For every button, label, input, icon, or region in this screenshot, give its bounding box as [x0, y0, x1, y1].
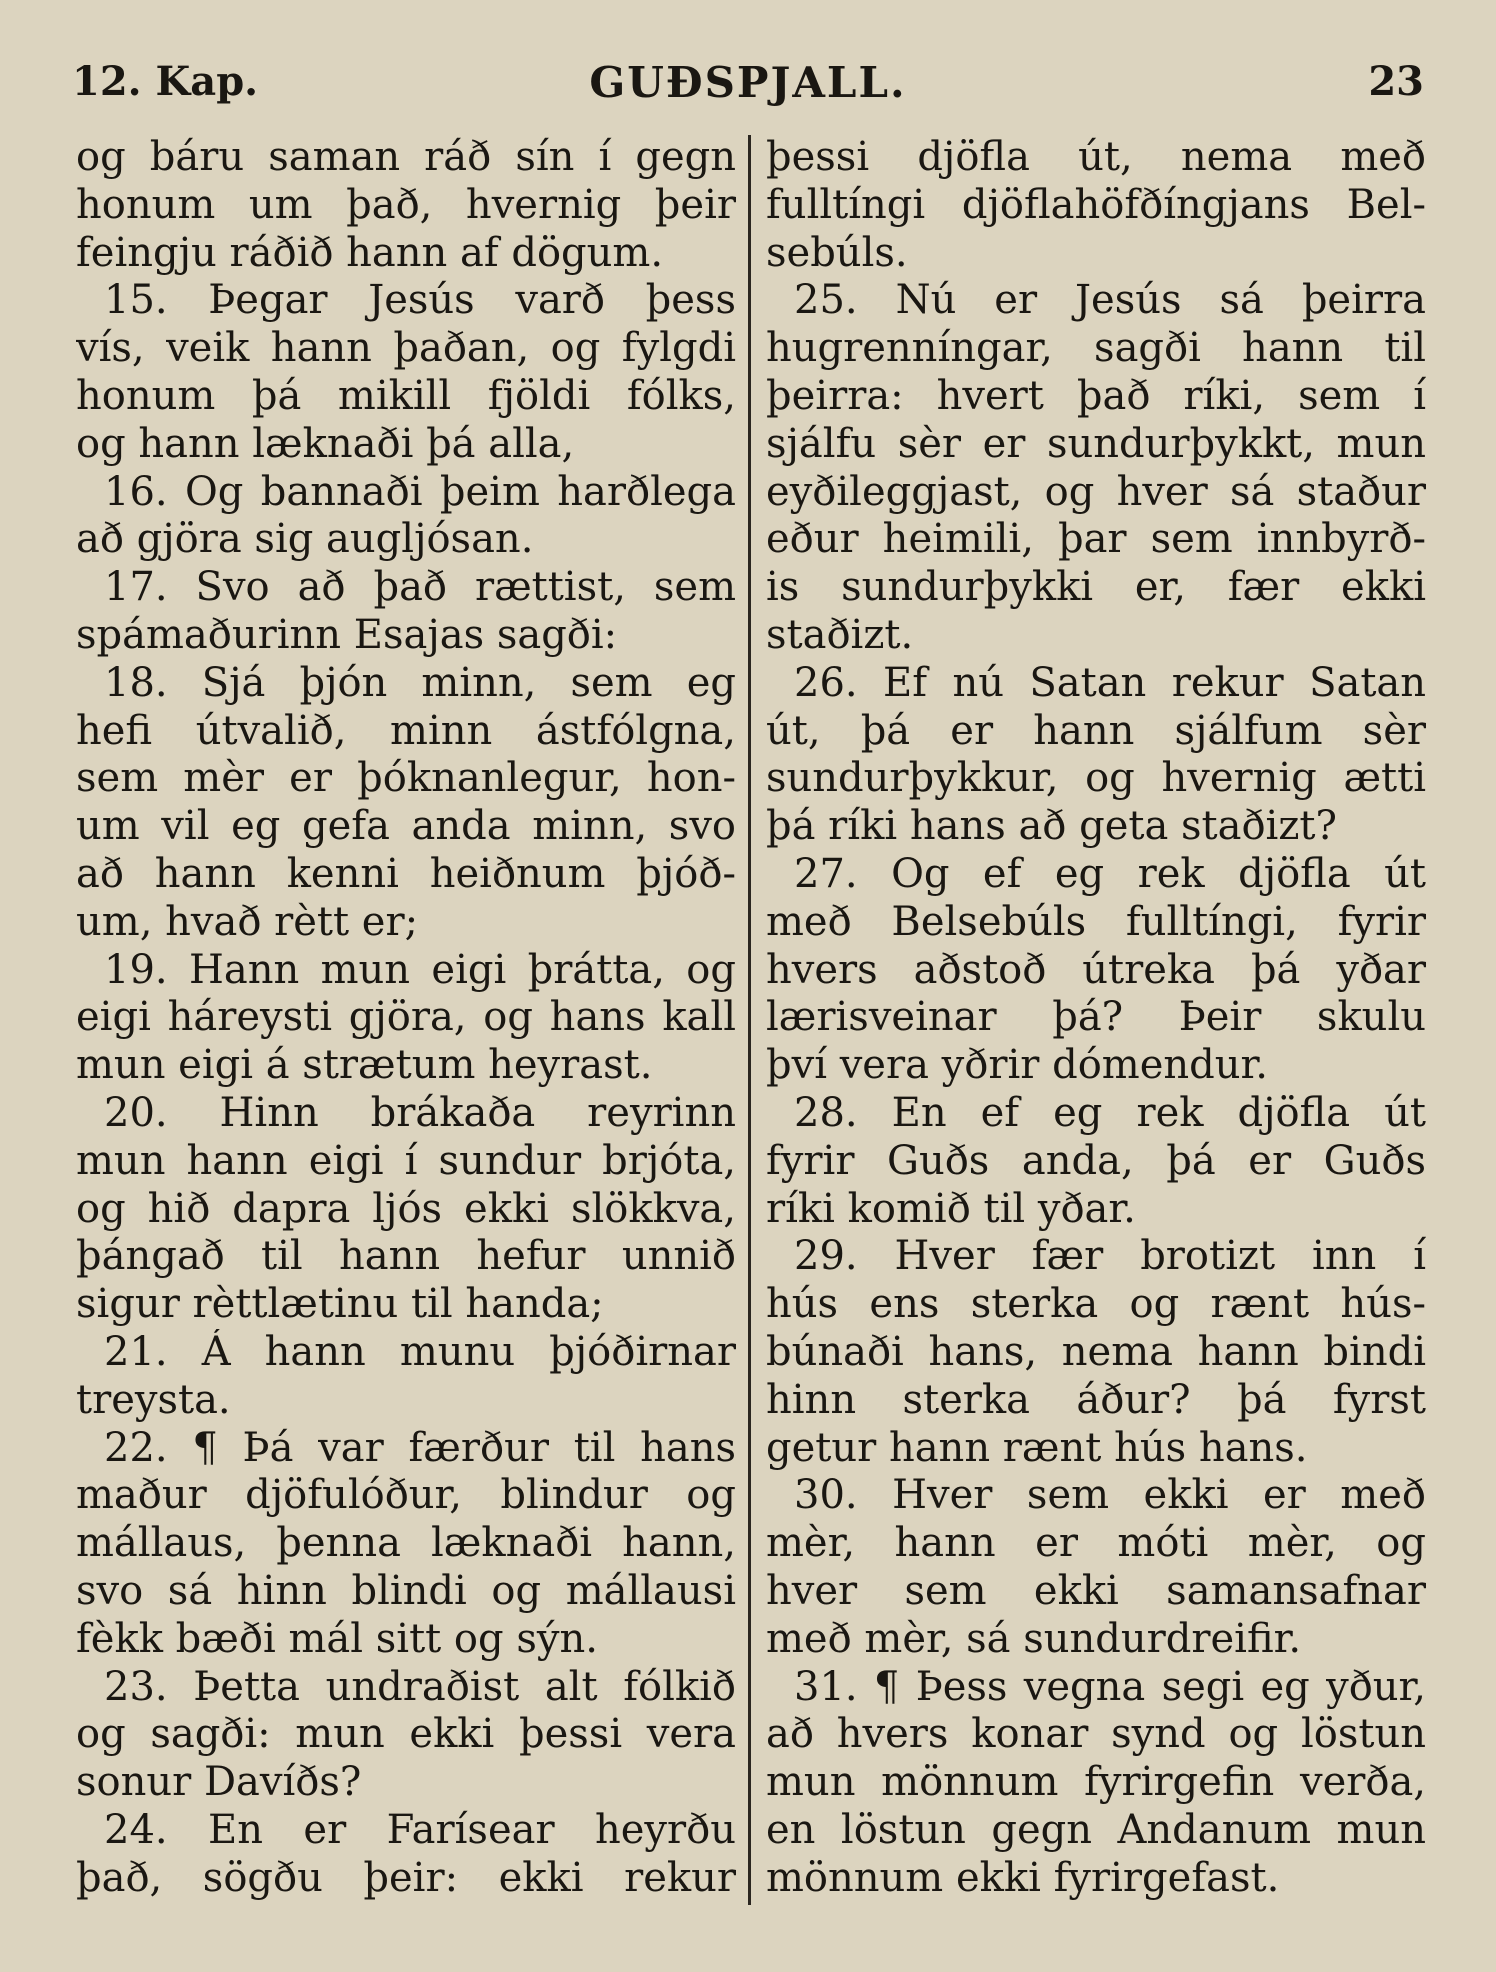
text-line: feingju ráðið hann af dögum. [76, 229, 664, 276]
page-title: GUÐSPJALL. [589, 58, 907, 107]
text-line: fyrir Guðs anda, þá er Guðs [766, 1137, 1426, 1184]
text-line: og sagði: mun ekki þessi vera [76, 1711, 736, 1758]
text-line: um, hvað rètt er; [76, 898, 419, 945]
text-line: lærisveinar þá? Þeir skulu [766, 994, 1426, 1041]
text-line: sigur rèttlætinu til handa; [76, 1281, 604, 1328]
text-line: maður djöfulóður, blindur og [76, 1472, 736, 1519]
text-line: fèkk bæði mál sitt og sýn. [76, 1615, 598, 1662]
text-line: sem mèr er þóknanlegur, hon- [76, 755, 736, 802]
text-line: með mèr, sá sundurdreifir. [766, 1615, 1302, 1662]
text-line: út, þá er hann sjálfum sèr [766, 707, 1426, 754]
text-line: ríki komið til yðar. [766, 1185, 1136, 1232]
left-column [76, 134, 736, 1902]
text-line: mönnum ekki fyrirgefast. [766, 1854, 1280, 1901]
text-line: því vera yðrir dómendur. [766, 1042, 1268, 1089]
text-line: 30. Hver sem ekki er með [794, 1472, 1426, 1519]
text-line: treysta. [76, 1376, 231, 1423]
text-line: mèr, hann er móti mèr, og [766, 1520, 1426, 1567]
text-line: spámaðurinn Esajas sagði: [76, 611, 618, 658]
text-line: mun mönnum fyrirgefin verða, [766, 1759, 1426, 1806]
text-line: eður heimili, þar sem innbyrð- [766, 516, 1426, 563]
text-line: 21. Á hann munu þjóðirnar [104, 1328, 736, 1375]
text-line: og báru saman ráð sín í gegn [76, 134, 736, 180]
text-line: 17. Svo að það rættist, sem [104, 564, 736, 611]
text-line: hinn sterka áður? þá fyrst [766, 1376, 1426, 1423]
text-line: eyðileggjast, og hver sá staður [766, 468, 1426, 515]
text-line: is sundurþykki er, fær ekki [766, 564, 1426, 611]
page-number: 23 [1368, 58, 1424, 105]
text-line: þessi djöfla út, nema með [766, 134, 1426, 180]
text-line: 22. ¶ Þá var færður til hans [104, 1424, 736, 1471]
text-line: getur hann rænt hús hans. [766, 1424, 1308, 1471]
text-line: þángað til hann hefur unnið [76, 1233, 736, 1280]
text-line: 15. Þegar Jesús varð þess [104, 277, 736, 324]
text-line: honum þá mikill fjöldi fólks, [76, 372, 736, 419]
text-line: hefi útvalið, minn ástfólgna, [76, 707, 736, 754]
text-line: sundurþykkur, og hvernig ætti [766, 755, 1426, 802]
text-line: mun hann eigi í sundur brjóta, [76, 1137, 736, 1184]
text-line: 28. En ef eg rek djöfla út [794, 1089, 1426, 1136]
text-line: þá ríki hans að geta staðizt? [766, 803, 1337, 850]
text-line: að gjöra sig augljósan. [76, 516, 534, 563]
text-line: að hvers konar synd og löstun [766, 1711, 1426, 1758]
text-line: 23. Þetta undraðist alt fólkið [104, 1663, 736, 1710]
text-line: 19. Hann mun eigi þrátta, og [104, 946, 736, 993]
text-line: sebúls. [766, 229, 908, 276]
running-header [0, 58, 1496, 118]
text-line: og hann læknaði þá alla, [76, 420, 575, 467]
text-line: 24. En er Farísear heyrðu [104, 1806, 736, 1853]
text-line: með Belsebúls fulltíngi, fyrir [766, 898, 1426, 945]
text-line: það, sögðu þeir: ekki rekur [76, 1854, 736, 1901]
text-line: 20. Hinn brákaða reyrinn [104, 1089, 736, 1136]
text-line: búnaði hans, nema hann bindi [766, 1328, 1426, 1375]
chapter-label: 12. Kap. [72, 58, 259, 105]
text-line: svo sá hinn blindi og mállausi [76, 1567, 736, 1614]
text-line: sjálfu sèr er sundurþykkt, mun [766, 420, 1426, 467]
text-line: staðizt. [766, 611, 914, 658]
right-column [766, 134, 1426, 1902]
text-line: hús ens sterka og rænt hús- [766, 1281, 1426, 1328]
text-line: en löstun gegn Andanum mun [766, 1806, 1426, 1853]
column-divider [748, 135, 751, 1905]
text-line: 25. Nú er Jesús sá þeirra [794, 277, 1426, 324]
text-line: um vil eg gefa anda minn, svo [76, 803, 736, 850]
text-line: sonur Davíðs? [76, 1759, 362, 1806]
text-line: 29. Hver fær brotizt inn í [794, 1233, 1426, 1280]
text-line: mállaus, þenna læknaði hann, [76, 1520, 736, 1567]
text-line: vís, veik hann þaðan, og fylgdi [76, 325, 736, 372]
text-line: mun eigi á strætum heyrast. [76, 1042, 653, 1089]
text-line: þeirra: hvert það ríki, sem í [766, 372, 1426, 419]
text-line: að hann kenni heiðnum þjóð- [76, 850, 736, 897]
text-line: eigi háreysti gjöra, og hans kall [76, 994, 736, 1041]
text-line: hugrenníngar, sagði hann til [766, 325, 1426, 372]
text-line: og hið dapra ljós ekki slökkva, [76, 1185, 736, 1232]
text-line: hvers aðstoð útreka þá yðar [766, 946, 1426, 993]
text-line: honum um það, hvernig þeir [76, 181, 736, 228]
text-line: 26. Ef nú Satan rekur Satan [794, 659, 1426, 706]
text-line: 31. ¶ Þess vegna segi eg yður, [794, 1663, 1426, 1710]
text-line: 18. Sjá þjón minn, sem eg [104, 659, 736, 706]
text-line: hver sem ekki samansafnar [766, 1567, 1426, 1614]
text-line: fulltíngi djöflahöfðíngjans Bel- [766, 181, 1426, 228]
text-line: 27. Og ef eg rek djöfla út [794, 850, 1426, 897]
text-line: 16. Og bannaði þeim harðlega [104, 468, 736, 515]
